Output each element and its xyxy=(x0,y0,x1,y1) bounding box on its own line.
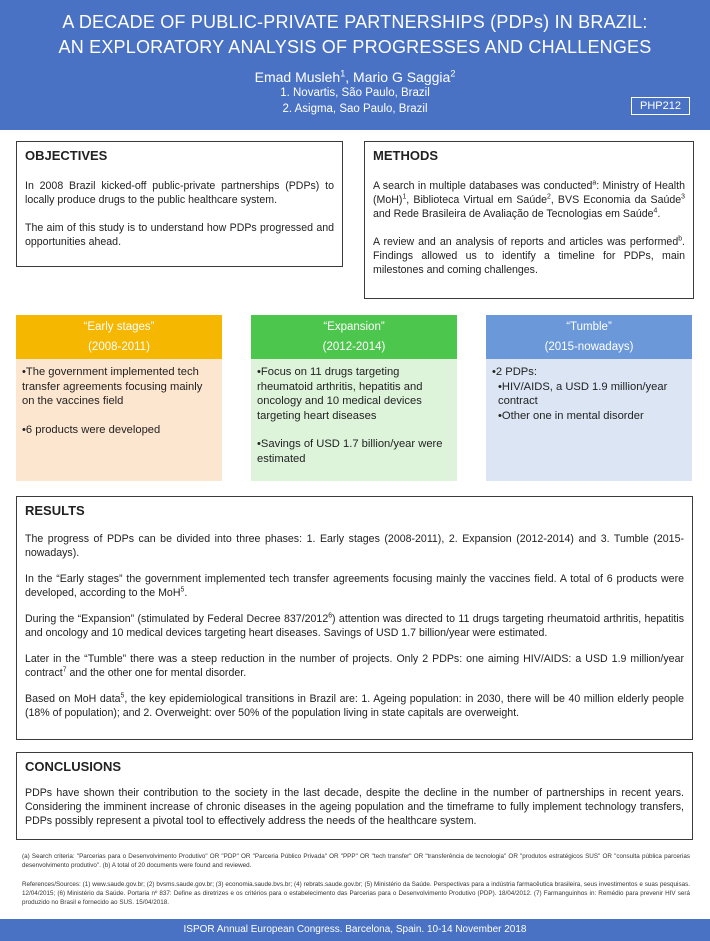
phase-sub-bullet: •HIV/AIDS, a USD 1.9 million/year contract xyxy=(498,380,668,407)
title-line-1: A DECADE OF PUBLIC-PRIVATE PARTNERSHIPS (PDPs) IN BRAZIL: xyxy=(62,12,648,32)
results-sup: 5 xyxy=(120,692,125,700)
authors xyxy=(0,69,710,85)
results-paragraph-3 xyxy=(17,612,692,640)
author-2: Mario G Saggia xyxy=(353,69,451,85)
phase-name: “Tumble” xyxy=(566,321,612,333)
results-text: . xyxy=(184,587,188,599)
results-text: In the “Early stages” the government implemented tech transfer agreements focusing mainly the vaccines field. A total of 6 products were developed, according to the MoH xyxy=(25,573,684,599)
objectives-section xyxy=(16,141,343,267)
phase-name: “Early stages” xyxy=(83,321,155,333)
results-paragraph-5 xyxy=(17,692,692,720)
phase-bullet: •6 products were developed xyxy=(22,423,161,436)
phase-header xyxy=(486,315,692,359)
phase-bullet: •2 PDPs: xyxy=(492,366,537,378)
methods-text: , BVS Economia da Saúde xyxy=(550,194,682,206)
methods-sup: 3 xyxy=(681,193,685,201)
methods-text: , Biblioteca Virtual em Saúde xyxy=(406,194,547,206)
author-separator: , xyxy=(345,69,354,85)
results-sup: 7 xyxy=(62,666,67,674)
conclusions-paragraph: PDPs have shown their contribution to the society in the last decade, despite the decline in the number of partnerships in recent years. Considering the imminent increase of chronic diseases in the ageing population and the timeframe to fully implement technology transfers, PDPs possibly represent a pivotal tool to effectively address the needs of the healthcare system. xyxy=(25,787,684,827)
phase-header xyxy=(251,315,457,359)
results-text: ) attention was directed to 11 drugs targeting rheumatoid arthritis, hepatitis and oncology and 10 medical devices targeting heart diseases. Savings of USD 1.7 billion/year were estimated. xyxy=(25,613,684,639)
results-section xyxy=(16,496,693,740)
results-sup: 6 xyxy=(328,612,333,620)
phase-bullet: •Focus on 11 drugs targeting rheumatoid arthritis, hepatitis and oncology and 10 medical devices targeting heart diseases xyxy=(257,366,423,422)
poster-header xyxy=(0,0,710,130)
conclusions-section xyxy=(16,752,693,840)
methods-section xyxy=(364,141,694,299)
phase-bullet: •The government implemented tech transfer agreements focusing mainly on the vaccines field xyxy=(22,366,203,407)
phase-early-stages xyxy=(16,315,222,481)
methods-paragraph-2 xyxy=(365,235,693,277)
poster-title xyxy=(0,0,710,60)
phase-body xyxy=(251,359,457,481)
results-paragraph-1: The progress of PDPs can be divided into three phases: 1. Early stages (2008-2011), 2. Expansion (2012-2014) and 3. Tumble (2015-nowadays). xyxy=(25,533,684,559)
methods-paragraph-1 xyxy=(365,179,693,221)
methods-text: A search in multiple databases was conducted xyxy=(373,180,593,192)
methods-sup: a xyxy=(592,179,597,187)
phase-expansion xyxy=(251,315,457,481)
methods-text: : Ministry of Health (MoH) xyxy=(373,180,685,206)
objectives-heading: OBJECTIVES xyxy=(25,148,108,163)
phase-years: (2012-2014) xyxy=(322,341,386,353)
poster-code-badge: PHP212 xyxy=(631,97,690,115)
results-text: and the other one for mental disorder. xyxy=(66,667,247,679)
methods-text: . Findings allowed us to identify a timeline for PDPs, main milestones and coming challenges. xyxy=(373,236,685,276)
poster-footer: ISPOR Annual European Congress. Barcelona, Spain. 10-14 November 2018 xyxy=(0,919,710,941)
conclusions-heading: CONCLUSIONS xyxy=(25,759,122,774)
methods-sup: 1 xyxy=(402,193,407,201)
methods-text: and Rede Brasileira de Avaliação de Tecnologias em Saúde xyxy=(373,208,654,220)
phase-sub-bullet: •Other one in mental disorder xyxy=(498,409,644,422)
results-text: Later in the “Tumble” there was a steep reduction in the number of projects. Only 2 PDPs: one aiming HIV/AIDS: a USD 1.9 million/year contract xyxy=(25,653,684,679)
affiliation-1: 1. Novartis, São Paulo, Brazil xyxy=(280,87,430,99)
phase-body xyxy=(16,359,222,481)
objectives-paragraph-2: The aim of this study is to understand how PDPs progressed and opportunities ahead. xyxy=(25,222,334,248)
phase-bullet: •Savings of USD 1.7 billion/year were estimated xyxy=(257,438,443,465)
phase-header xyxy=(16,315,222,359)
phase-tumble xyxy=(486,315,692,481)
results-paragraph-4 xyxy=(17,652,692,680)
author-1: Emad Musleh xyxy=(254,69,341,85)
phase-body xyxy=(486,359,692,481)
results-text: , the key epidemiological transitions in Brazil are: 1. Ageing population: in 2030, there will be 40 million elderly people (18% of population); and 2. Overweight: over 50% of the population living in state capitals are overweight. xyxy=(25,693,684,719)
methods-text: . xyxy=(657,208,661,220)
methods-sup: 4 xyxy=(653,207,658,215)
methods-sup: b xyxy=(678,235,683,243)
phase-years: (2008-2011) xyxy=(88,341,150,353)
objectives-paragraph-1: In 2008 Brazil kicked-off public-private partnerships (PDPs) to locally produce drugs to the public healthcare system. xyxy=(25,180,334,206)
methods-heading: METHODS xyxy=(373,148,438,163)
affiliation-2: 2. Asigma, Sao Paulo, Brazil xyxy=(282,103,428,115)
title-line-2: AN EXPLORATORY ANALYSIS OF PROGRESSES AND CHALLENGES xyxy=(58,37,652,57)
results-sup: 5 xyxy=(180,586,185,594)
results-heading: RESULTS xyxy=(25,503,85,518)
methods-sup: 2 xyxy=(547,193,551,201)
search-criteria-footnote: (a) Search criteria: "Parcerias para o Desenvolvimento Produtivo" OR "PDP" OR "Parceria Público Privada" OR "PPP" OR "tech transfer" OR "transferência de tecnologia" OR "produtos estratégicos SUS" OR "consulta pública parcerias desenvolvimento produtivo". (b) A total of 20 documents were found and reviewed. xyxy=(22,853,690,869)
phase-years: (2015-nowadays) xyxy=(544,341,634,353)
references-footnote: References/Sources: (1) www.saude.gov.br; (2) bvsms.saude.gov.br; (3) economia.saude.bvs.br; (4) rebrats.saude.gov.br; (5) Ministério da Saúde. Perspectivas para a indústria farmacêutica brasileira, seus investimentos e suas pesquisas. 12/04/2015; (6) Ministério da Saúde. Portaria nº 837: Define as diretrizes e os critérios para o estabelecimento das Parcerias para o Desenvolvimento Produtivo (PDP). 18/04/2012. (7) Farmanguinhos in: Remédio para prevenir HIV será produzido no Brasil e fornecido ao SUS. 15/04/2018. xyxy=(22,881,690,906)
author-1-sup: 1 xyxy=(340,68,346,79)
results-text: During the “Expansion” (stimulated by Federal Decree 837/2012 xyxy=(25,613,329,625)
results-text: Based on MoH data xyxy=(25,693,121,705)
results-paragraph-2 xyxy=(17,572,692,600)
phase-name: “Expansion” xyxy=(323,321,385,333)
author-2-sup: 2 xyxy=(450,68,456,79)
methods-text: A review and an analysis of reports and articles was performed xyxy=(373,236,679,248)
